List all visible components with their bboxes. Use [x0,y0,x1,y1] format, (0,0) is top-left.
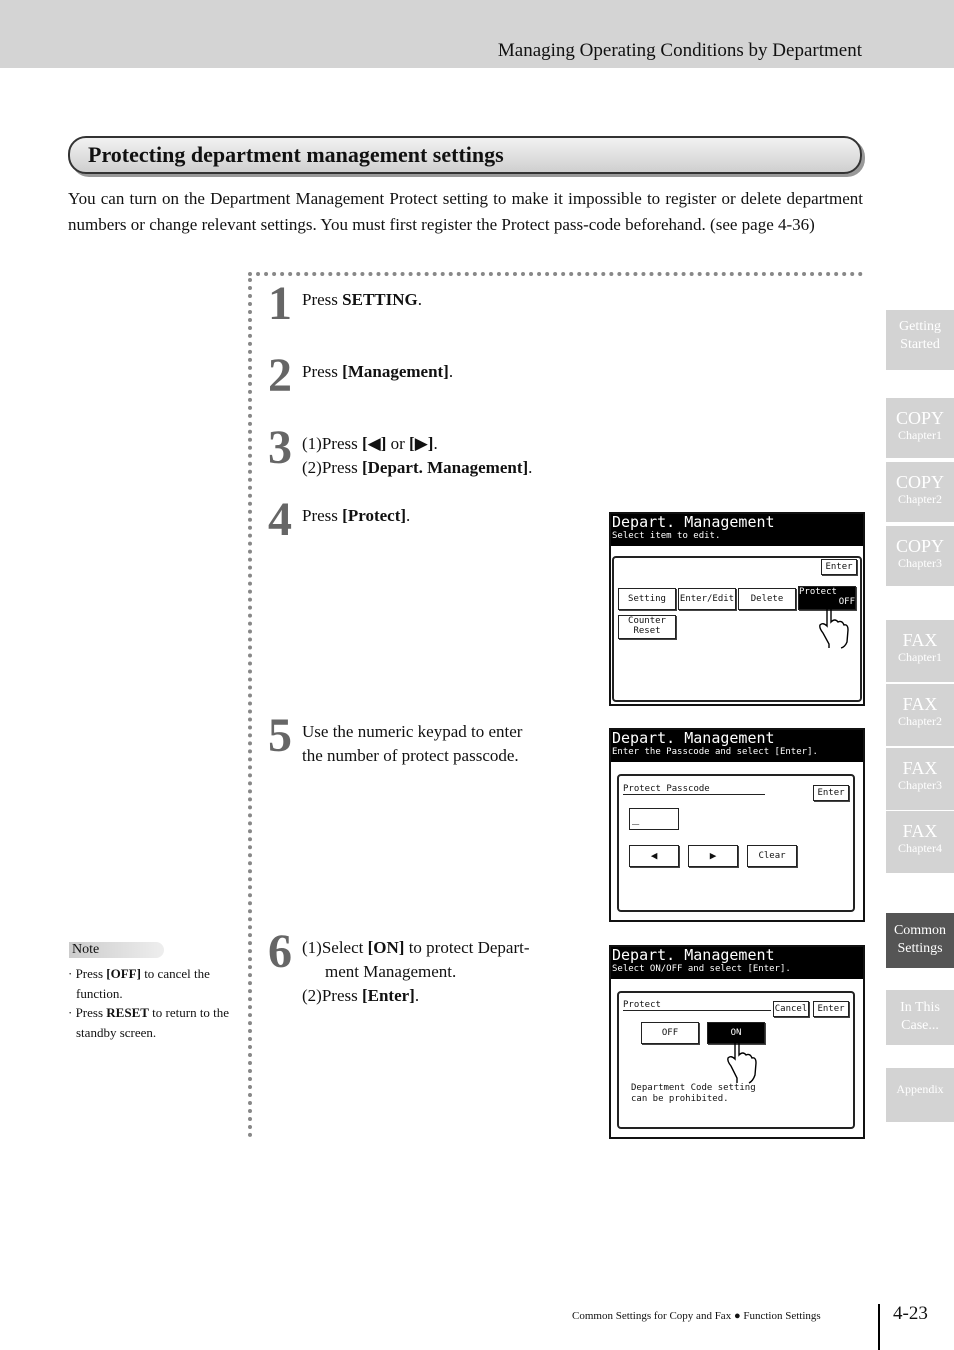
tab-copy-chapter2[interactable] [886,462,954,522]
step-text [302,288,422,312]
tab-fax-chapter3[interactable] [886,748,954,810]
step-text [302,936,530,1008]
page-number: 4-23 [893,1303,928,1324]
tab-fax-chapter2[interactable] [886,684,954,746]
protect-message [631,1083,756,1105]
setting-button[interactable]: Setting [618,588,676,610]
step-text [302,432,532,480]
screen-header [611,730,863,762]
tab-main-label: Common [893,923,947,938]
enter-button[interactable]: Enter [813,1001,849,1017]
tab-sub-label: Case... [901,1018,939,1033]
step-text [302,360,453,384]
protect-button-label: [Protect] [342,506,407,525]
on-button[interactable]: ON [707,1022,765,1044]
note-item [68,1003,232,1042]
note-item-post: to cancel the function. [76,966,210,1001]
footer-divider [878,1304,880,1350]
right-arrow-button[interactable]: ▶ [688,845,738,867]
enter-button[interactable]: Enter [813,785,849,801]
footer-text: Common Settings for Copy and Fax ● Function Settings [572,1310,821,1322]
step-text-post: . [406,506,411,525]
clear-button[interactable]: Clear [747,845,797,867]
step-text-pre: (1)Select [302,938,368,957]
counter-reset-button[interactable] [618,615,676,639]
section-title-box [68,136,862,174]
tab-sub-label: Chapter2 [898,492,942,506]
off-key-label: [OFF] [106,966,141,981]
message-line-2: can be prohibited. [631,1094,729,1104]
enter-button-label: [Enter] [361,986,415,1005]
screen-title: Depart. Management [612,729,775,747]
step-text-pre: (1)Press [302,434,362,453]
step-text-post: . [528,458,533,477]
setting-key-label: SETTING [342,290,418,309]
step-text-line: Use the numeric keypad to enter [302,722,523,741]
tab-main-label: FAX [902,821,938,841]
note-item-pre: · Press [68,1005,107,1020]
reset-key-label: RESET [106,1005,149,1020]
screen-title: Depart. Management [612,946,775,964]
tab-main-label: FAX [902,694,938,714]
screen-subtitle: Select item to edit. [612,531,721,541]
screen-depart-management-1 [609,512,865,706]
tab-fax-chapter4[interactable] [886,811,954,873]
tab-sub-label: Started [900,337,940,352]
step-text-pre: Press [302,290,343,309]
passcode-label: Protect Passcode [623,784,765,795]
protect-state: OFF [838,597,855,607]
right-arrow-label: [▶] [409,434,434,453]
tab-main-label: Getting [899,319,941,334]
note-label-box [69,942,164,958]
step-text-pre: Press [302,362,343,381]
tab-main-label: COPY [895,408,944,428]
intro-paragraph: You can turn on the Department Management Protect setting to make it impossible to register or delete department numbers or change relevant settings. You must first register the Protect pass-code beforehand. (see page 4-36) [68,189,863,234]
screen-header [611,947,863,979]
counter-label-2: Reset [633,626,661,636]
step-number: 6 [268,925,292,978]
message-line-1: Department Code setting [631,1083,756,1093]
note-label: Note [72,942,100,957]
tab-sub-label: Chapter2 [898,714,942,728]
pointing-hand-icon [723,1033,759,1085]
enter-button[interactable]: Enter [821,559,857,575]
delete-button[interactable]: Delete [738,588,796,610]
protect-label: Protect [623,1000,771,1011]
step-text-post: . [417,290,422,309]
step-number: 1 [268,277,292,330]
tab-fax-chapter1[interactable] [886,620,954,682]
tab-copy-chapter1[interactable] [886,398,954,458]
pointing-hand-icon [815,600,851,650]
screen-depart-management-3 [609,945,865,1139]
note-item-pre: · Press [68,966,107,981]
step-number: 2 [268,349,292,402]
step-text-pre: (2)Press [302,458,362,477]
note-item [68,964,232,1003]
tab-sub-label: Chapter1 [898,650,942,664]
management-button-label: [Management] [342,362,449,381]
tab-sub-label: Settings [897,941,943,956]
tab-sub-label: Chapter1 [898,428,942,442]
step-number: 4 [268,493,292,546]
tab-sub-label: Chapter4 [898,841,942,855]
enter-edit-button[interactable]: Enter/Edit [678,588,736,610]
step-text-post: . [414,986,420,1005]
screen-title: Depart. Management [612,513,775,531]
tab-in-this-case[interactable] [886,990,954,1045]
tab-main-label: FAX [902,758,938,778]
screen-subtitle: Select ON/OFF and select [Enter]. [612,964,791,974]
screen-depart-management-2 [609,728,865,922]
on-button-label: [ON] [367,938,405,957]
dotted-divider-horizontal [248,272,863,276]
screen-header [611,514,863,546]
protect-button-label: Protect [799,587,837,597]
tab-getting-started[interactable] [886,310,954,370]
tab-copy-chapter3[interactable] [886,526,954,586]
note-item-post: to return to the standby screen. [76,1005,230,1040]
screen-subtitle: Enter the Passcode and select [Enter]. [612,747,818,757]
left-arrow-button[interactable]: ◀ [629,845,679,867]
step-text-post: to protect Depart- [404,938,530,957]
left-arrow-label: [◀] [361,434,387,453]
dotted-divider-vertical [248,278,252,1138]
counter-label-1: Counter [628,616,666,626]
off-button[interactable]: OFF [641,1022,699,1044]
step-text-line: the number of protect passcode. [302,746,519,765]
step-text-pre: Press [302,506,343,525]
tab-appendix[interactable] [886,1068,954,1122]
tab-main-label: COPY [895,472,944,492]
step-text-post: . [448,362,454,381]
cancel-button[interactable]: Cancel [773,1001,809,1017]
tab-sub-label: Chapter3 [898,778,942,792]
step-number: 3 [268,421,292,474]
step-text-mid: or [386,434,410,453]
step-text-line: ment Management. [325,962,457,981]
tab-sub-label: Chapter3 [898,556,942,570]
tab-main-label: FAX [902,630,938,650]
step-text [302,720,522,768]
passcode-input[interactable]: _ [629,808,679,830]
step-number: 5 [268,709,292,762]
note-text [68,964,232,1042]
depart-management-label: [Depart. Management] [361,458,529,477]
step-text-pre: (2)Press [302,986,362,1005]
section-title: Protecting department management settings [88,142,504,167]
tab-main-label: COPY [895,536,944,556]
header-title: Managing Operating Conditions by Department [497,40,862,61]
tab-main-label: In This [900,1000,940,1015]
tab-common-settings[interactable] [886,913,954,968]
tab-main-label: Appendix [896,1082,944,1096]
step-text-post: . [433,434,438,453]
step-text [302,504,410,528]
